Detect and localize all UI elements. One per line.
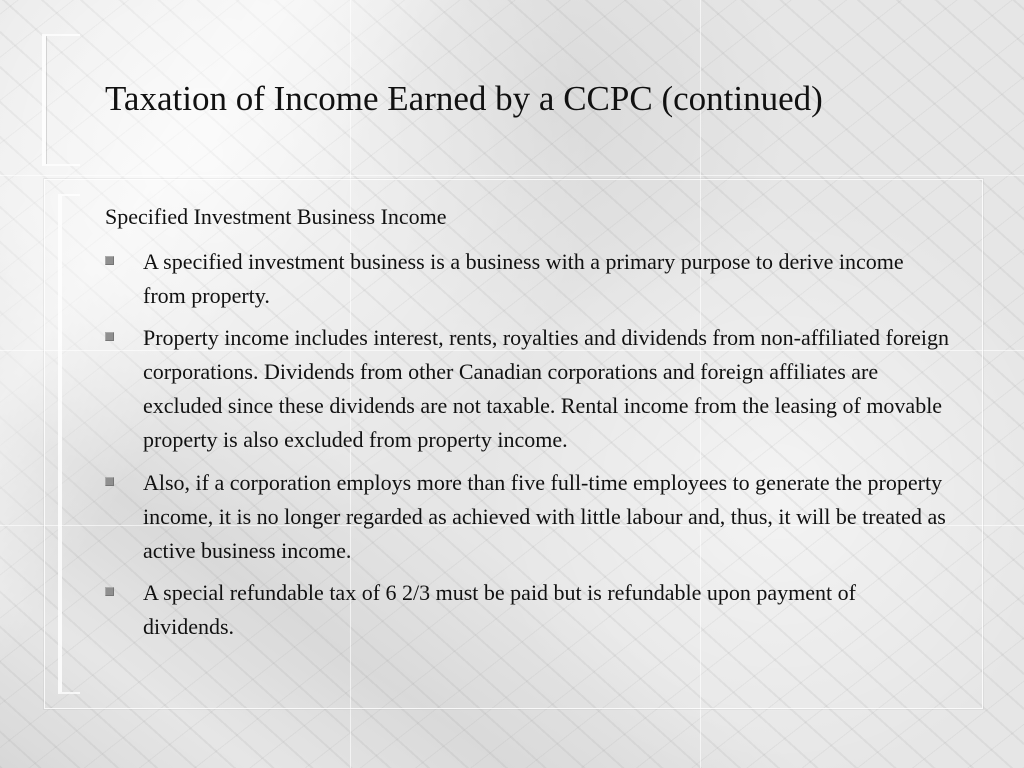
square-bullet-icon xyxy=(105,477,114,486)
bullet-item xyxy=(105,245,951,313)
square-bullet-icon xyxy=(105,332,114,341)
background-divider xyxy=(0,175,1024,176)
page-title: Taxation of Income Earned by a CCPC (continued) xyxy=(105,79,823,118)
bullet-text: A special refundable tax of 6 2/3 must be paid but is refundable upon payment of dividends. xyxy=(143,579,856,639)
section-heading: Specified Investment Business Income xyxy=(105,204,447,229)
bullet-list xyxy=(105,245,951,652)
title-bracket xyxy=(42,34,80,166)
bullet-item xyxy=(105,576,951,644)
bullet-text: Also, if a corporation employs more than five full-time employees to generate the property income, it is no longer regarded as achieved with little labour and, thus, it will be treated as active business income. xyxy=(143,469,946,563)
bullet-item xyxy=(105,321,951,457)
bullet-text: Property income includes interest, rents, royalties and dividends from non-affiliated foreign corporations. Dividends from other Canadian corporations and foreign affiliates are excluded since these dividends are not taxable. Rental income from the leasing of movable property is also excluded from property income. xyxy=(143,325,950,453)
square-bullet-icon xyxy=(105,587,114,596)
content-bracket xyxy=(58,194,80,694)
bullet-item xyxy=(105,466,951,568)
bullet-text: A specified investment business is a business with a primary purpose to derive income from property. xyxy=(143,249,904,309)
square-bullet-icon xyxy=(105,256,114,265)
